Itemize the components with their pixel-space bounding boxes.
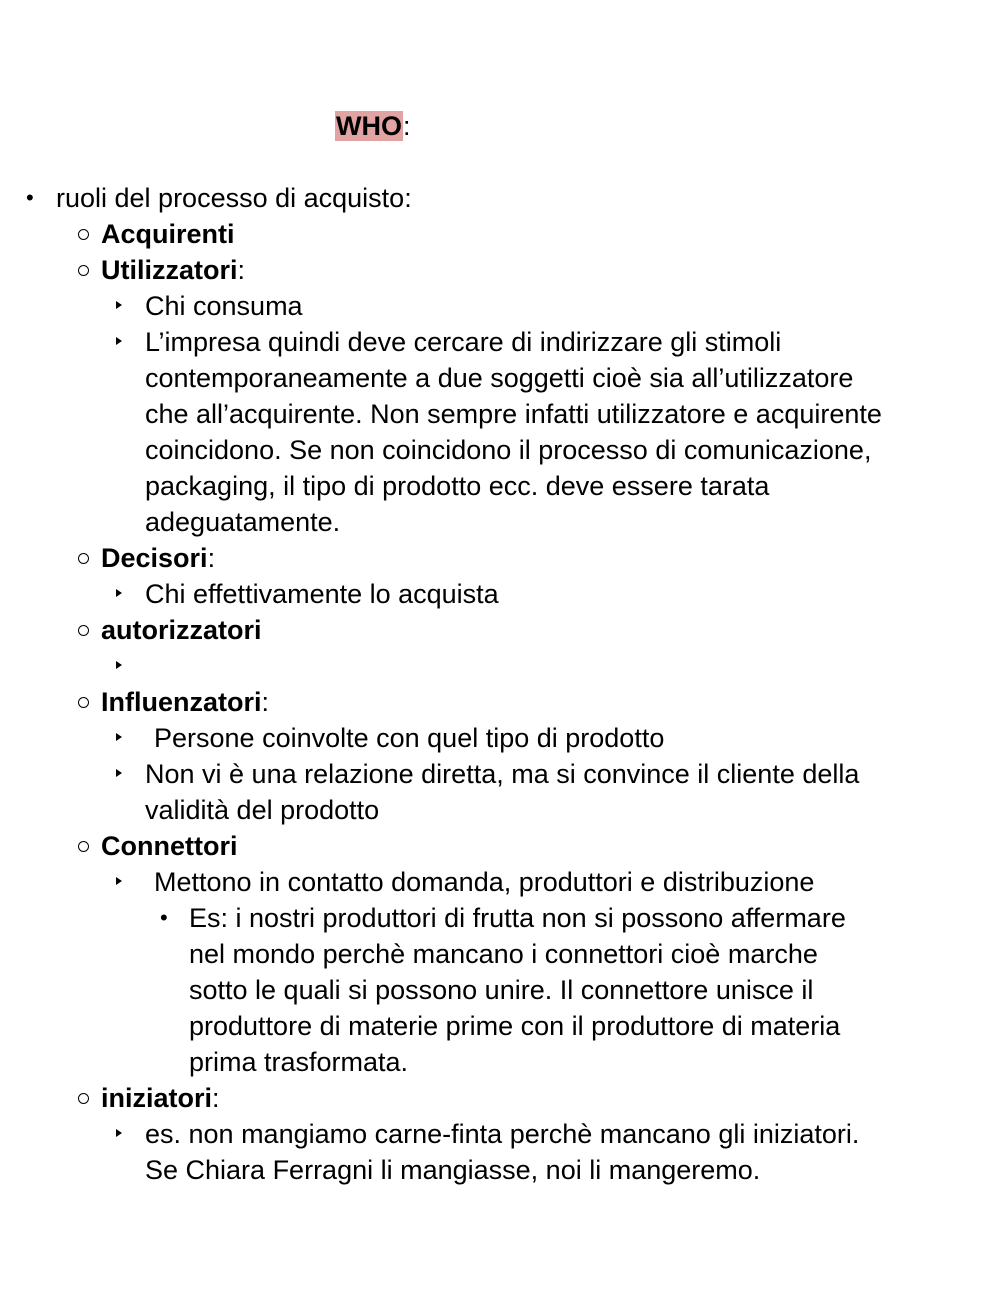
triangle-bullet-icon <box>116 337 122 345</box>
list-item: Chi effettivamente lo acquista <box>0 576 1000 612</box>
triangle-bullet-icon <box>116 589 122 597</box>
circle-bullet-icon <box>78 229 89 240</box>
circle-bullet-icon <box>78 265 89 276</box>
role-connettori <box>0 828 1000 864</box>
title-colon: : <box>402 111 411 141</box>
role-name: Influenzatori <box>101 687 262 717</box>
list-item-continuation: contemporaneamente a due soggetti cioè sia all’utilizzatore <box>145 363 854 393</box>
root-item-text: ruoli del processo di acquisto: <box>56 183 412 213</box>
list-item-continuation: adeguatamente. <box>145 507 341 537</box>
role-influenzatori: Influenzatori: <box>0 684 1000 720</box>
list-item: es. non mangiamo carne-finta perchè mancano gli iniziatori. <box>0 1116 1000 1152</box>
circle-bullet-icon <box>78 625 89 636</box>
circle-bullet-icon <box>78 1093 89 1104</box>
list-item-empty <box>0 648 1000 684</box>
sub-list-item-continuation: sotto le quali si possono unire. Il connettore unisce il <box>189 975 814 1005</box>
role-name: Decisori <box>101 543 208 573</box>
role-autorizzatori <box>0 612 1000 648</box>
triangle-bullet-icon <box>116 301 122 309</box>
triangle-bullet-icon <box>116 733 122 741</box>
sub-list-item-continuation: nel mondo perchè mancano i connettori cioè marche <box>189 939 818 969</box>
list-item-continuation: che all’acquirente. Non sempre infatti utilizzatore e acquirente <box>145 399 882 429</box>
document-body <box>0 180 1000 1188</box>
role-name: Connettori <box>101 831 238 861</box>
list-item-continuation: coincidono. Se non coincidono il processo di comunicazione, <box>145 435 872 465</box>
list-item: Chi consuma <box>0 288 1000 324</box>
role-acquirenti <box>0 216 1000 252</box>
sub-list-item-continuation: prima trasformata. <box>189 1047 409 1077</box>
title-highlight: WHO <box>336 111 402 141</box>
page-title <box>335 108 411 144</box>
role-decisori: Decisori: <box>0 540 1000 576</box>
list-item-continuation: validità del prodotto <box>145 795 380 825</box>
circle-bullet-icon <box>78 841 89 852</box>
list-item: L’impresa quindi deve cercare di indirizzare gli stimoli <box>0 324 1000 360</box>
list-item-continuation: packaging, il tipo di prodotto ecc. deve essere tarata <box>145 471 770 501</box>
triangle-bullet-icon <box>116 877 122 885</box>
list-item-continuation: Se Chiara Ferragni li mangiasse, noi li mangeremo. <box>145 1155 761 1185</box>
role-utilizzatori: Utilizzatori: <box>0 252 1000 288</box>
triangle-bullet-icon <box>116 769 122 777</box>
list-item: Non vi è una relazione diretta, ma si convince il cliente della <box>0 756 1000 792</box>
circle-bullet-icon <box>78 697 89 708</box>
role-iniziatori: iniziatori: <box>0 1080 1000 1116</box>
triangle-bullet-icon <box>116 1129 122 1137</box>
list-item: Persone coinvolte con quel tipo di prodotto <box>0 720 1000 756</box>
role-name: autorizzatori <box>101 615 262 645</box>
role-name: Acquirenti <box>101 219 235 249</box>
root-item <box>0 180 1000 216</box>
sub-list-item: • Es: i nostri produttori di frutta non si possono affermare <box>0 900 1000 936</box>
role-name: iniziatori <box>101 1083 213 1113</box>
bullet-icon: • <box>160 905 168 930</box>
role-name: Utilizzatori <box>101 255 238 285</box>
bullet-icon: • <box>26 185 34 210</box>
sub-list-item-continuation: produttore di materie prime con il produttore di materia <box>189 1011 841 1041</box>
circle-bullet-icon <box>78 553 89 564</box>
list-item: Mettono in contatto domanda, produttori e distribuzione <box>0 864 1000 900</box>
triangle-bullet-icon <box>116 661 122 669</box>
